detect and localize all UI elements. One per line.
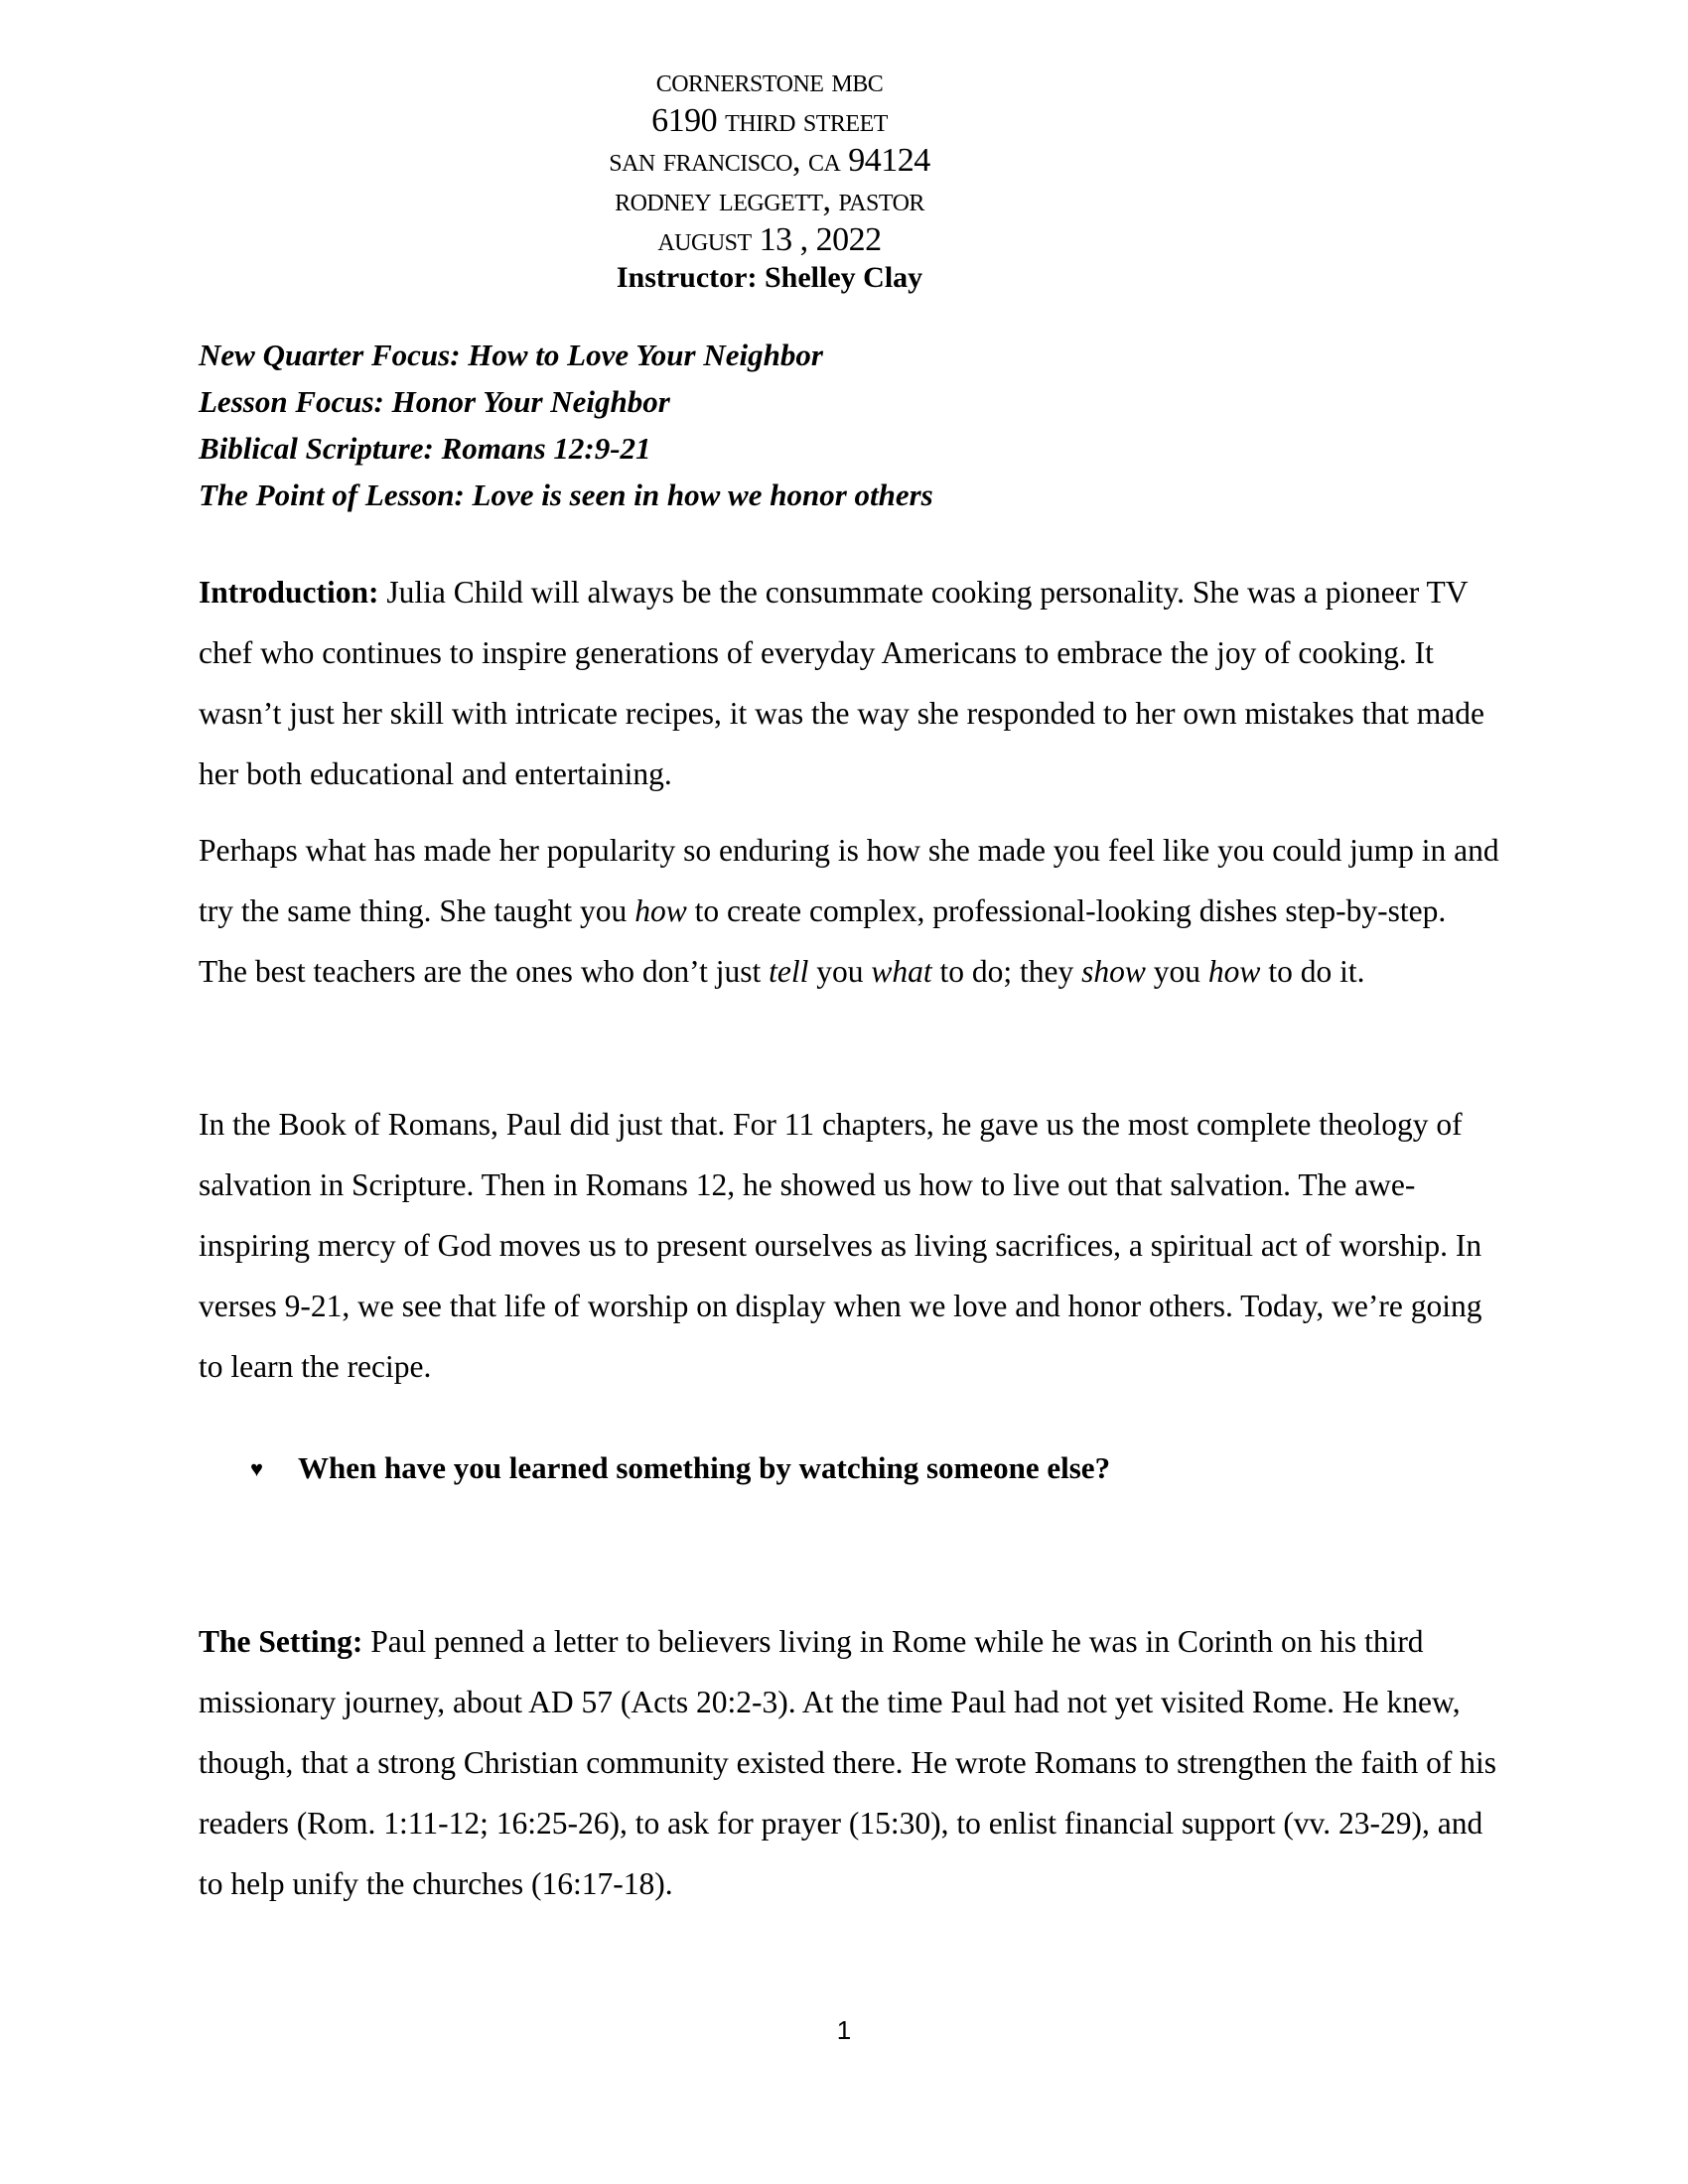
question-text: When have you learned something by watching someone else? [298,1450,1111,1485]
church-pastor: rodney leggett, pastor [615,182,924,218]
setting-paragraph [199,1611,1499,1914]
page-number: 1 [836,2015,852,2045]
para2-text-4: to do; they [931,954,1082,989]
teaching-paragraph [199,820,1499,1002]
para2-text-2: to create complex, professional-looking dishes step-by-step. The best teachers are the ones who don’t just [199,893,1447,989]
para2-emphasis-how: how [634,893,687,928]
church-street: 6190 third street [651,102,888,139]
para2-text-3: you [808,954,872,989]
church-header [0,62,1539,296]
discussion-question [250,1448,1110,1489]
introduction-label: Introduction: [199,575,379,610]
instructor-line: Instructor: Shelley Clay [616,261,923,294]
church-city: san francisco, ca 94124 [609,142,930,179]
lesson-focus-block [199,332,1489,518]
introduction-text: Julia Child will always be the consummate cooking personality. She was a pioneer TV chef who continues to inspire generations of everyday Americans to embrace the joy of cooking. It wasn’t just her skill with intricate recipes, it was the way she responded to her own mistakes that made her both educational and entertaining. [199,575,1484,791]
para2-emphasis-show: show [1081,954,1146,989]
lesson-focus: Lesson Focus: Honor Your Neighbor [199,384,670,419]
heart-bullet-icon: ♥ [250,1456,264,1481]
romans-paragraph [199,1094,1499,1397]
church-name: cornerstone mbc [655,63,884,99]
para2-text-1: Perhaps what has made her popularity so enduring is how she made you feel like you could jump in and try the same thing. She taught you [199,833,1499,928]
para2-text-6: to do it. [1260,954,1365,989]
setting-text: Paul penned a letter to believers living in Rome while he was in Corinth on his third missionary journey, about AD 57 (Acts 20:2-3). At the time Paul had not yet visited Rome. He knew, though, that a strong Christian community existed there. He wrote Romans to strengthen the faith of his readers (Rom. 1:11-12; 16:25-26), to ask for prayer (15:30), to enlist financial support (vv. 23-29), and to help unify the churches (16:17-18). [199,1624,1497,1901]
setting-label: The Setting: [199,1624,363,1659]
lesson-date: august 13 , 2022 [657,221,882,258]
romans-text: In the Book of Romans, Paul did just that. For 11 chapters, he gave us the most complete theology of salvation in Scripture. Then in Romans 12, he showed us how to live out that salvation. The awe-inspiring mercy of God moves us to present ourselves as living sacrifices, a spiritual act of worship. In verses 9-21, we see that life of worship on display when we love and honor others. Today, we’re going to learn the recipe. [199,1107,1482,1384]
para2-text-5: you [1145,954,1208,989]
lesson-point: The Point of Lesson: Love is seen in how we honor others [199,478,933,512]
para2-emphasis-how-2: how [1207,954,1261,989]
para2-emphasis-tell: tell [769,954,809,989]
para2-emphasis-what: what [871,954,932,989]
quarter-focus: New Quarter Focus: How to Love Your Neighbor [199,338,823,372]
introduction-paragraph [199,562,1499,804]
biblical-scripture: Biblical Scripture: Romans 12:9-21 [199,431,651,466]
